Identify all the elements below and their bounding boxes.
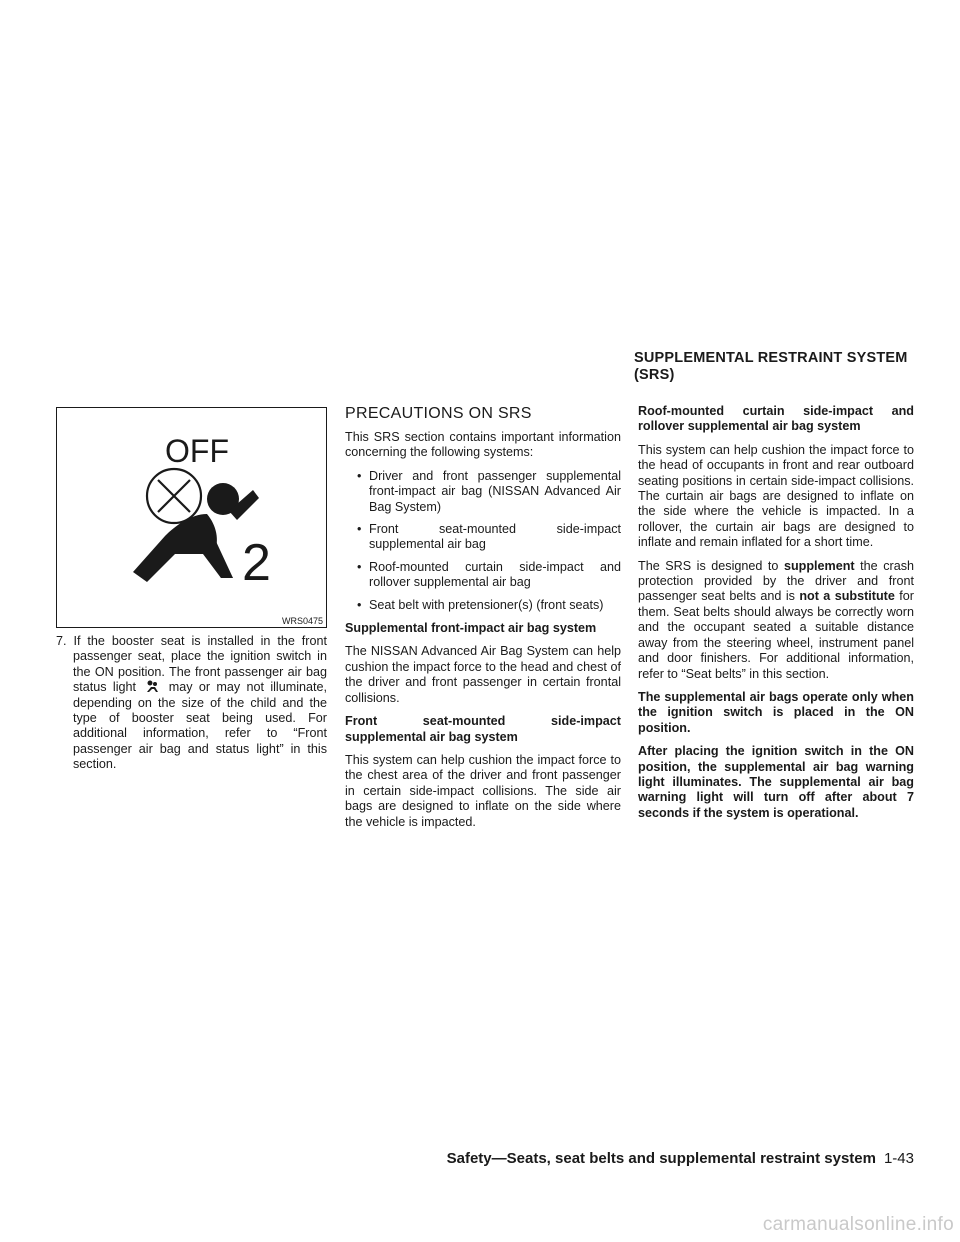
- front-impact-heading: Supplemental front-impact air bag system: [345, 621, 597, 636]
- list-item: • Front seat-mounted side-impact supplemental air bag: [357, 522, 621, 552]
- side-impact-heading: Front seat-mounted side-impact supplemental air bag system: [345, 714, 621, 744]
- right-column: [638, 404, 914, 829]
- item-text-after-icon: may or may not illuminate, depending on the size of the child and the type of booster seat being used. For additional information, refer to “Front passenger air bag and status light” in this section.: [73, 680, 328, 772]
- airbag-off-figure: [56, 407, 327, 628]
- left-column: [56, 634, 327, 781]
- seat-number: 2: [242, 534, 271, 592]
- middle-column: [345, 404, 621, 838]
- item-text-before-icon: If the booster seat is installed in the front passenger seat, place the ignition switch in the ON position. The front passenger air bag status light: [73, 634, 327, 695]
- watermark: carmanualsonline.info: [762, 1214, 954, 1235]
- systems-list: [345, 469, 621, 613]
- figure-id: WRS0475: [281, 616, 323, 626]
- supplement-paragraph: The SRS is designed to supplement the crash protection provided by the driver and front passenger seat belts and is not a substitute for them. Seat belts should always be correctly worn and the occupant seated a suitable distance away from the steering wheel, instrument panel and door finishers. For additional information, refer to “Seat belts” in this section.: [638, 558, 915, 681]
- footer-title: Safety—Seats, seat belts and supplemental restraint system: [446, 1150, 876, 1167]
- list-item: • Seat belt with pretensioner(s) (front seats): [357, 597, 604, 612]
- off-label: OFF: [165, 433, 229, 469]
- front-impact-paragraph: The NISSAN Advanced Air Bag System can help cushion the impact force to the head and chest of the driver and front passenger in certain frontal collisions.: [345, 644, 621, 705]
- precautions-heading: PRECAUTIONS ON SRS: [345, 405, 532, 422]
- warning-light-paragraph: After placing the ignition switch in the ON position, the supplemental air bag warning light illuminates. The supplemental air bag warning light will turn off after about 7 seconds if the system is operational.: [638, 744, 914, 820]
- numbered-item-7: [56, 634, 327, 773]
- ignition-paragraph: The supplemental air bags operate only when the ignition switch is placed in the ON position.: [638, 689, 914, 735]
- passenger-airbag-off-icon: [57, 408, 326, 627]
- curtain-paragraph: This system can help cushion the impact force to the head of occupants in front and rear outboard seating positions in certain side-impact collisions. The curtain air bags are designed to inflate on the side where the vehicle is impacted. In a rollover, the curtain air bags are designed to inflate and remain inflated for a short time.: [638, 442, 914, 550]
- list-item: • Driver and front passenger supplemental front-impact air bag (NISSAN Advanced Air Bag System): [357, 468, 621, 514]
- side-impact-paragraph: This system can help cushion the impact force to the chest area of the driver and front passenger in certain side-impact collisions. The side air bags are designed to inflate on the side where the vehicle is impacted.: [345, 752, 621, 829]
- item-number: 7.: [56, 634, 67, 648]
- page-footer: [424, 1150, 914, 1168]
- list-item: • Roof-mounted curtain side-impact and rollover supplemental air bag: [357, 559, 621, 590]
- section-title: SUPPLEMENTAL RESTRAINT SYSTEM (SRS): [634, 350, 908, 383]
- page-number: 1-43: [883, 1150, 914, 1167]
- airbag-status-light-icon: [146, 680, 160, 693]
- curtain-heading: Roof-mounted curtain side-impact and rollover supplemental air bag system: [638, 404, 914, 434]
- intro-paragraph: This SRS section contains important information concerning the following systems:: [345, 430, 621, 460]
